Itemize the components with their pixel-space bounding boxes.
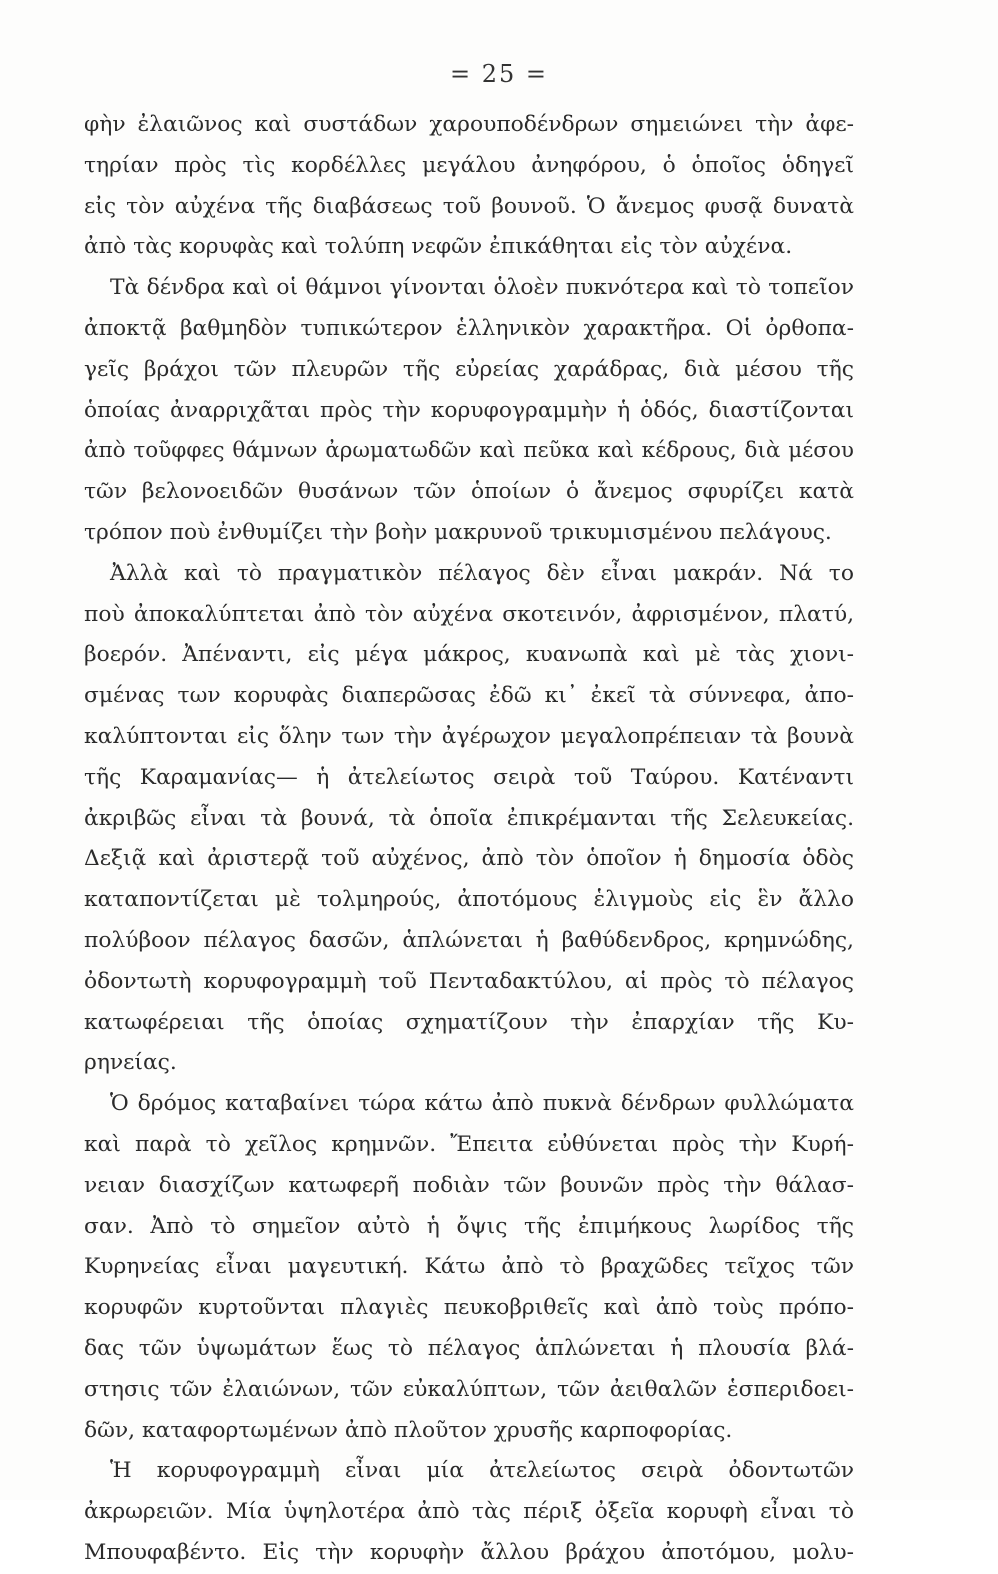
text-line: πολύβοον πέλαγος δασῶν, ἁπλώνεται ἡ βαθύδενδρος, κρημνώδης, <box>84 927 854 953</box>
text-line: σμένας των κορυφὰς διαπερῶσας ἐδῶ κι᾿ ἐκεῖ τὰ σύννεφα, ἀπο- <box>84 683 854 709</box>
text-line: κορυφῶν κυρτοῦνται πλαγιὲς πευκοβριθεῖς καὶ ἀπὸ τοὺς πρόπο- <box>84 1295 854 1321</box>
text-line: καλύπτονται εἰς ὅλην των τὴν ἀγέρωχον μεγαλοπρέπειαν τὰ βουνὰ <box>84 723 854 749</box>
text-line: γεῖς βράχοι τῶν πλευρῶν τῆς εὐρείας χαράδρας, διὰ μέσου τῆς <box>84 356 854 382</box>
text-line: Ὁ δρόμος καταβαίνει τώρα κάτω ἀπὸ πυκνὰ δένδρων φυλλώματα <box>110 1091 854 1117</box>
text-line: ποὺ ἀποκαλύπτεται ἀπὸ τὸν αὐχένα σκοτεινόν, ἀφρισμένον, πλατύ, <box>84 601 854 627</box>
text-line: ρηνείας. <box>84 1050 177 1076</box>
text-line: ἀπὸ τὰς κορυφὰς καὶ τολύπη νεφῶν ἐπικάθηται εἰς τὸν αὐχένα. <box>84 234 793 260</box>
text-line: κατωφέρειαι τῆς ὁποίας σχηματίζουν τὴν ἐπαρχίαν τῆς Κυ- <box>84 1009 854 1035</box>
text-line: Μπουφαβέντο. Εἰς τὴν κορυφὴν ἄλλου βράχου ἀποτόμου, μολυ- <box>84 1539 854 1565</box>
text-line: ἀποκτᾷ βαθμηδὸν τυπικώτερον ἑλληνικὸν χαρακτῆρα. Οἱ ὀρθοπα- <box>84 315 854 341</box>
text-line: εἰς τὸν αὐχένα τῆς διαβάσεως τοῦ βουνοῦ. Ὁ ἄνεμος φυσᾷ δυνατὰ <box>84 193 854 219</box>
body-text <box>84 105 854 1574</box>
text-line: ὀδοντωτὴ κορυφογραμμὴ τοῦ Πενταδακτύλου, αἱ πρὸς τὸ πέλαγος <box>84 968 854 994</box>
text-line: Ἀλλὰ καὶ τὸ πραγματικὸν πέλαγος δὲν εἶναι μακράν. Νά το <box>110 560 854 586</box>
text-line: ἀπὸ τοῦφφες θάμνων ἀρωματωδῶν καὶ πεῦκα καὶ κέδρους, διὰ μέσου <box>84 438 854 464</box>
text-line: τῆς Καραμανίας— ἡ ἀτελείωτος σειρὰ τοῦ Ταύρου. Κατέναντι <box>84 764 854 790</box>
text-line: δας τῶν ὑψωμάτων ἕως τὸ πέλαγος ἁπλώνεται ἡ πλουσία βλά- <box>84 1335 854 1361</box>
text-line: ἀκρωρειῶν. Μία ὑψηλοτέρα ἀπὸ τὰς πέριξ ὀξεῖα κορυφὴ εἶναι τὸ <box>84 1499 854 1525</box>
text-line: Τὰ δένδρα καὶ οἱ θάμνοι γίνονται ὁλοὲν πυκνότερα καὶ τὸ τοπεῖον <box>110 275 854 301</box>
text-line: φὴν ἐλαιῶνος καὶ συστάδων χαρουποδένδρων σημειώνει τὴν ἀφε- <box>84 112 854 137</box>
text-line: νειαν διασχίζων κατωφερῆ ποδιὰν τῶν βουνῶν πρὸς τὴν θάλασ- <box>84 1172 854 1198</box>
text-line: ἀκριβῶς εἶναι τὰ βουνά, τὰ ὁποῖα ἐπικρέμανται τῆς Σελευκείας. <box>84 805 854 831</box>
text-line: τηρίαν πρὸς τὶς κορδέλλες μεγάλου ἀνηφόρου, ὁ ὁποῖος ὁδηγεῖ <box>84 152 854 178</box>
text-line: Δεξιᾷ καὶ ἀριστερᾷ τοῦ αὐχένος, ἀπὸ τὸν ὁποῖον ἡ δημοσία ὁδὸς <box>84 846 854 872</box>
text-line: στησις τῶν ἐλαιώνων, τῶν εὐκαλύπτων, τῶν ἀειθαλῶν ἑσπεριδοει- <box>84 1376 854 1402</box>
text-line: ὁποίας ἀναρριχᾶται πρὸς τὴν κορυφογραμμὴν ἡ ὁδός, διαστίζονται <box>84 397 854 423</box>
text-line: Ἡ κορυφογραμμὴ εἶναι μία ἀτελείωτος σειρὰ ὀδοντωτῶν <box>110 1458 854 1484</box>
text-line: βοερόν. Ἀπέναντι, εἰς μέγα μάκρος, κυανωπὰ καὶ μὲ τὰς χιονι- <box>84 642 854 668</box>
text-line: σαν. Ἀπὸ τὸ σημεῖον αὐτὸ ἡ ὄψις τῆς ἐπιμήκους λωρίδος τῆς <box>84 1213 854 1239</box>
text-line: δῶν, καταφορτωμένων ἀπὸ πλοῦτον χρυσῆς καρποφορίας. <box>84 1417 733 1443</box>
text-line: καταποντίζεται μὲ τολμηρούς, ἀποτόμους ἑλιγμοὺς εἰς ἓν ἄλλο <box>84 887 854 913</box>
page-number: = 25 = <box>449 60 548 88</box>
text-line: Κυρηνείας εἶναι μαγευτική. Κάτω ἀπὸ τὸ βραχῶδες τεῖχος τῶν <box>84 1254 854 1280</box>
text-line: καὶ παρὰ τὸ χεῖλος κρημνῶν. Ἔπειτα εὐθύνεται πρὸς τὴν Κυρή- <box>84 1131 854 1157</box>
text-line: τῶν βελονοειδῶν θυσάνων τῶν ὁποίων ὁ ἄνεμος σφυρίζει κατὰ <box>84 479 854 505</box>
text-line: τρόπον ποὺ ἐνθυμίζει τὴν βοὴν μακρυνοῦ τρικυμισμένου πελάγους. <box>84 519 832 545</box>
